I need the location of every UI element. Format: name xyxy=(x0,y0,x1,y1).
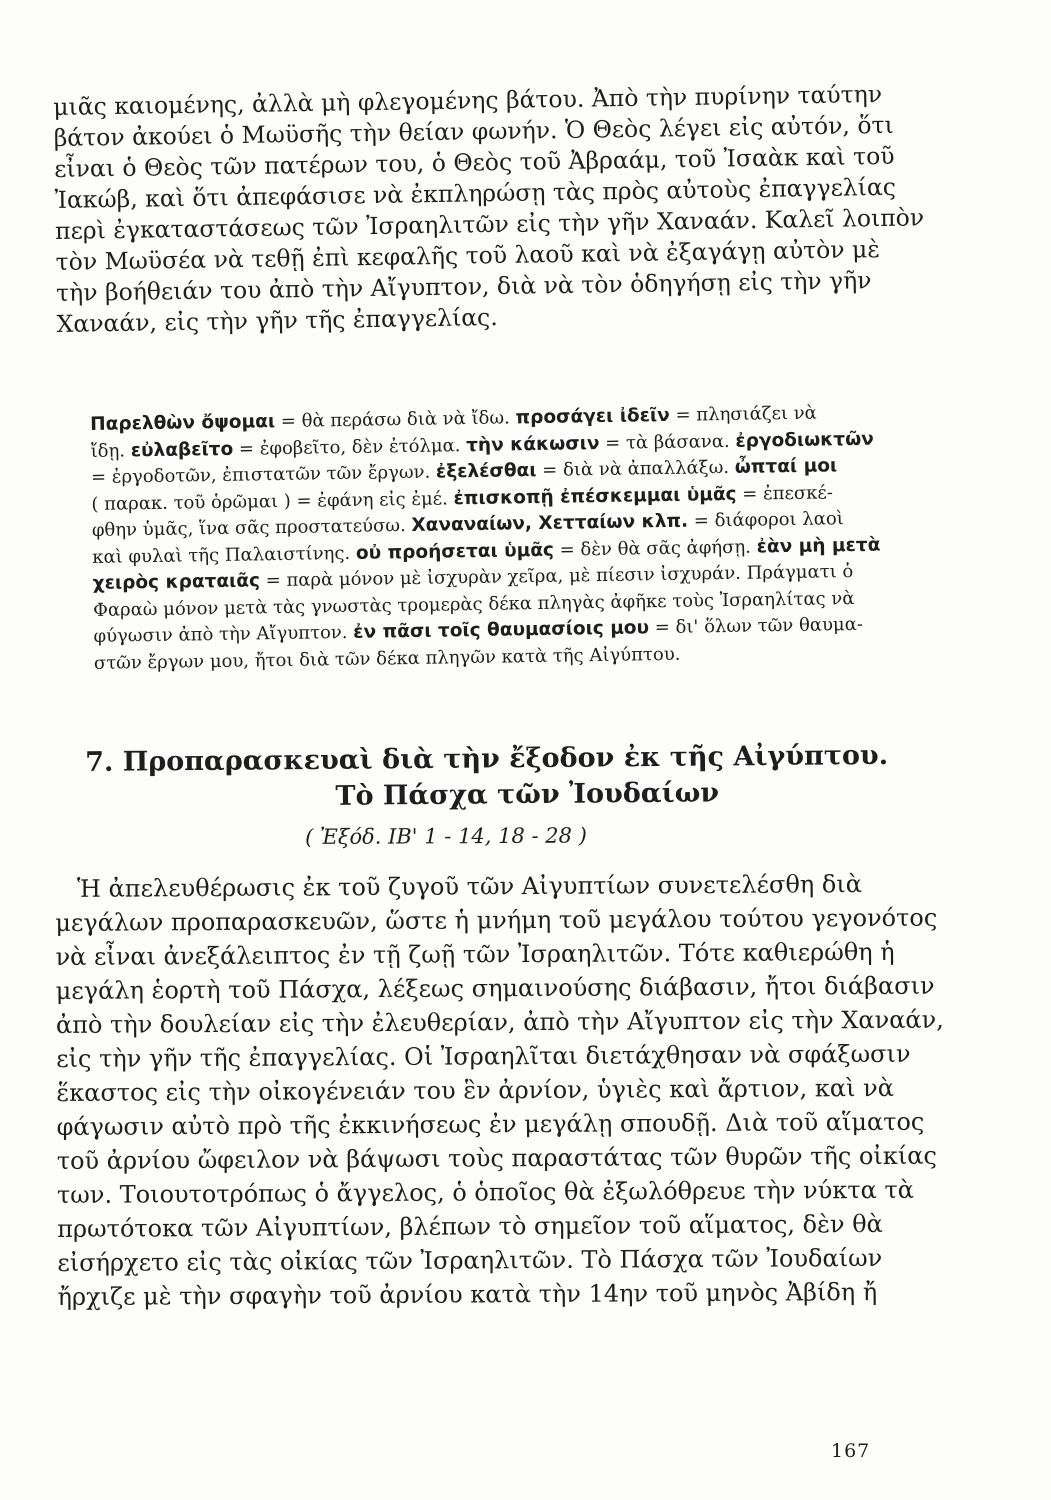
section-number: 7. xyxy=(85,746,114,778)
text-line: μιᾶς καιομένης, ἀλλὰ μὴ φλεγομένης βάτου. Ἀπὸ τὴν πυρίνην ταύτην xyxy=(53,79,883,121)
glossary-definition: ἴδῃ. xyxy=(90,439,131,462)
glossary-term: εὐλαβεῖτο xyxy=(130,438,234,461)
glossary-term: ἐὰν μὴ μετὰ xyxy=(756,534,881,558)
text-line: τὴν βοήθειάν του ἀπὸ τὴν Αἴγυπτον, διὰ νὰ τὸν ὁδηγήσῃ εἰς τὴν γῆν xyxy=(55,266,872,307)
glossary-definition: φθην ὑμᾶς, ἵνα σᾶς προστατεύσω. xyxy=(91,514,412,541)
glossary-notes xyxy=(90,399,894,677)
text-line: Ἰακώβ, καὶ ὅτι ἀπεφάσισε νὰ ἐκπληρώσῃ τὰς πρὸς αὐτοὺς ἐπαγγελίας xyxy=(54,172,897,214)
glossary-definition: = ἐργοδοτῶν, ἐπιστατῶν τῶν ἔργων. xyxy=(90,461,437,488)
glossary-definition: = ἐπεσκέ- xyxy=(736,481,833,505)
glossary-definition: φύγωσιν ἀπὸ τὴν Αἴγυπτον. xyxy=(93,621,354,647)
glossary-term: Χαναναίων, Χετταίων κλπ. xyxy=(411,510,689,536)
glossary-term: ὦπταί μοι xyxy=(734,455,838,478)
text-line: μεγάλων προπαρασκευῶν, ὥστε ἡ μνήμη τοῦ μεγάλου τούτου γεγονότος xyxy=(55,903,938,937)
text-line: Χαναάν, εἰς τὴν γῆν τῆς ἐπαγγελίας. xyxy=(56,303,498,338)
text-line: πρωτότοκα τῶν Αἰγυπτίων, βλέπων τὸ σημεῖον τοῦ αἵματος, δὲν θὰ xyxy=(57,1209,883,1243)
scripture-reference: ( Ἐξόδ. ΙΒ' 1 - 14, 18 - 28 ) xyxy=(305,823,587,849)
text-line: ἀπὸ τὴν δουλείαν εἰς τὴν ἐλευθερίαν, ἀπὸ τὴν Αἴγυπτον εἰς τὴν Χαναάν, xyxy=(55,1005,944,1039)
glossary-term: τὴν κάκωσιν xyxy=(465,432,600,456)
glossary-definition: = διάφοροι λαοὶ xyxy=(687,508,844,532)
text-line: εἶναι ὁ Θεὸς τῶν πατέρων του, ὁ Θεὸς τοῦ Ἀβραάμ, τοῦ Ἰσαὰκ καὶ τοῦ xyxy=(53,141,895,183)
top-paragraph xyxy=(53,79,925,340)
text-line: βάτον ἀκούει ὁ Μωϋσῆς τὴν θείαν φωνήν. Ὁ Θεὸς λέγει εἰς αὐτόν, ὅτι xyxy=(53,110,894,152)
glossary-definition: = παρὰ μόνον μὲ ἰσχυρὰν χεῖρα, μὲ πίεσιν ἰσχυράν. Πράγματι ὁ xyxy=(259,561,854,592)
text-line: Ἡ ἀπελευθέρωσις ἐκ τοῦ ζυγοῦ τῶν Αἰγυπτίων συνετελέσθη διὰ xyxy=(77,870,863,903)
glossary-term: ἐπισκοπῇ ἐπέσκεμμαι ὑμᾶς xyxy=(453,483,737,509)
glossary-term: οὐ προήσεται ὑμᾶς xyxy=(355,539,555,564)
glossary-term: χειρὸς κραταιᾶς xyxy=(92,570,261,594)
glossary-definition: = δι' ὅλων τῶν θαυμα- xyxy=(648,613,864,639)
glossary-definition: = δὲν θὰ σᾶς ἀφήσῃ. xyxy=(553,536,757,561)
glossary-definition: = θὰ περάσω διὰ νὰ ἴδω. xyxy=(274,407,516,433)
text-line: φάγωσιν αὐτὸ πρὸ τῆς ἐκκινήσεως ἐν μεγάλῃ σπουδῇ. Διὰ τοῦ αἵματος xyxy=(56,1107,925,1141)
text-line: μεγάλη ἑορτὴ τοῦ Πάσχα, λέξεως σημαινούσης διάβασιν, ἤτοι διάβασιν xyxy=(55,971,935,1005)
section-title-line1 xyxy=(85,738,915,781)
text-line: τὸν Μωϋσέα νὰ τεθῇ ἐπὶ κεφαλῆς τοῦ λαοῦ καὶ νὰ ἐξαγάγῃ αὐτὸν μὲ xyxy=(55,235,881,276)
glossary-definition: = τὰ βάσανα. xyxy=(599,430,736,454)
text-line: τοῦ ἀρνίου ὤφειλον νὰ βάψωσι τοὺς παραστάτας τῶν θυρῶν τῆς οἰκίας xyxy=(56,1141,937,1175)
glossary-definition: = πλησιάζει νὰ xyxy=(669,402,817,426)
section-heading xyxy=(85,738,916,817)
glossary-term: ἐξελέσθαι xyxy=(435,459,537,483)
page-number: 167 xyxy=(831,1440,871,1462)
glossary-term: ἐν πᾶσι τοῖς θαυμασίοις μου xyxy=(353,617,650,643)
glossary-definition: Φαραὼ μόνον μετὰ τὰς γνωστὰς τρομερὰς δέκα πληγὰς ἀφῆκε τοὺς Ἰσραηλίτας νὰ xyxy=(92,587,855,621)
text-line: εἰσήρχετο εἰς τὰς οἰκίας τῶν Ἰσραηλιτῶν. Τὸ Πάσχα τῶν Ἰουδαίων xyxy=(57,1243,883,1277)
glossary-term: προσάγει ἰδεῖν xyxy=(515,404,670,429)
text-line: ἤρχιζε μὲ τὴν σφαγὴν τοῦ ἀρνίου κατὰ τὴν 14ην τοῦ μηνὸς Ἀβίδη ἤ xyxy=(57,1277,878,1311)
glossary-definition: ( παρακ. τοῦ ὁρῶμαι ) = ἐφάνη εἰς ἐμέ. xyxy=(91,487,454,515)
body-paragraph xyxy=(55,867,944,1314)
glossary-term: Παρελθὼν ὄψομαι xyxy=(90,411,276,435)
glossary-definition: = ἐφοβεῖτο, δὲν ἐτόλμα. xyxy=(233,434,467,460)
glossary-term: ἐργοδιωκτῶν xyxy=(735,428,874,452)
text-line: ἕκαστος εἰς τὴν οἰκογένειάν του ἓν ἀρνίον, ὑγιὲς καὶ ἄρτιον, καὶ νὰ xyxy=(56,1073,894,1107)
glossary-definition: καὶ φυλαὶ τῆς Παλαιστίνης. xyxy=(92,542,357,568)
glossary-definition: στῶν ἔργων μου, ἤτοι διὰ τῶν δέκα πληγῶν κατὰ τῆς Αἰγύπτου. xyxy=(93,643,681,674)
glossary-definition: = διὰ νὰ ἀπαλλάξω. xyxy=(536,456,735,481)
section-title: Προπαρασκευαὶ διὰ τὴν ἔξοδον ἐκ τῆς Αἰγύπτου. xyxy=(122,739,889,778)
text-line: νὰ εἶναι ἀνεξάλειπτος ἐν τῇ ζωῇ τῶν Ἰσραηλιτῶν. Τότε καθιερώθη ἡ xyxy=(55,937,895,971)
text-line: περὶ ἐγκαταστάσεως τῶν Ἰσραηλιτῶν εἰς τὴν γῆν Χαναάν. Καλεῖ λοιπὸν xyxy=(54,203,925,245)
section-subtitle: Τὸ Πάσχα τῶν Ἰουδαίων xyxy=(335,777,720,812)
text-line: των. Τοιουτοτρόπως ὁ ἄγγελος, ὁ ὁποῖος θὰ ἐξωλόθρευε τὴν νύκτα τὰ xyxy=(56,1175,914,1209)
text-line: εἰς τὴν γῆν τῆς ἐπαγγελίας. Οἱ Ἰσραηλῖται διετάχθησαν νὰ σφάξωσιν xyxy=(56,1039,911,1073)
